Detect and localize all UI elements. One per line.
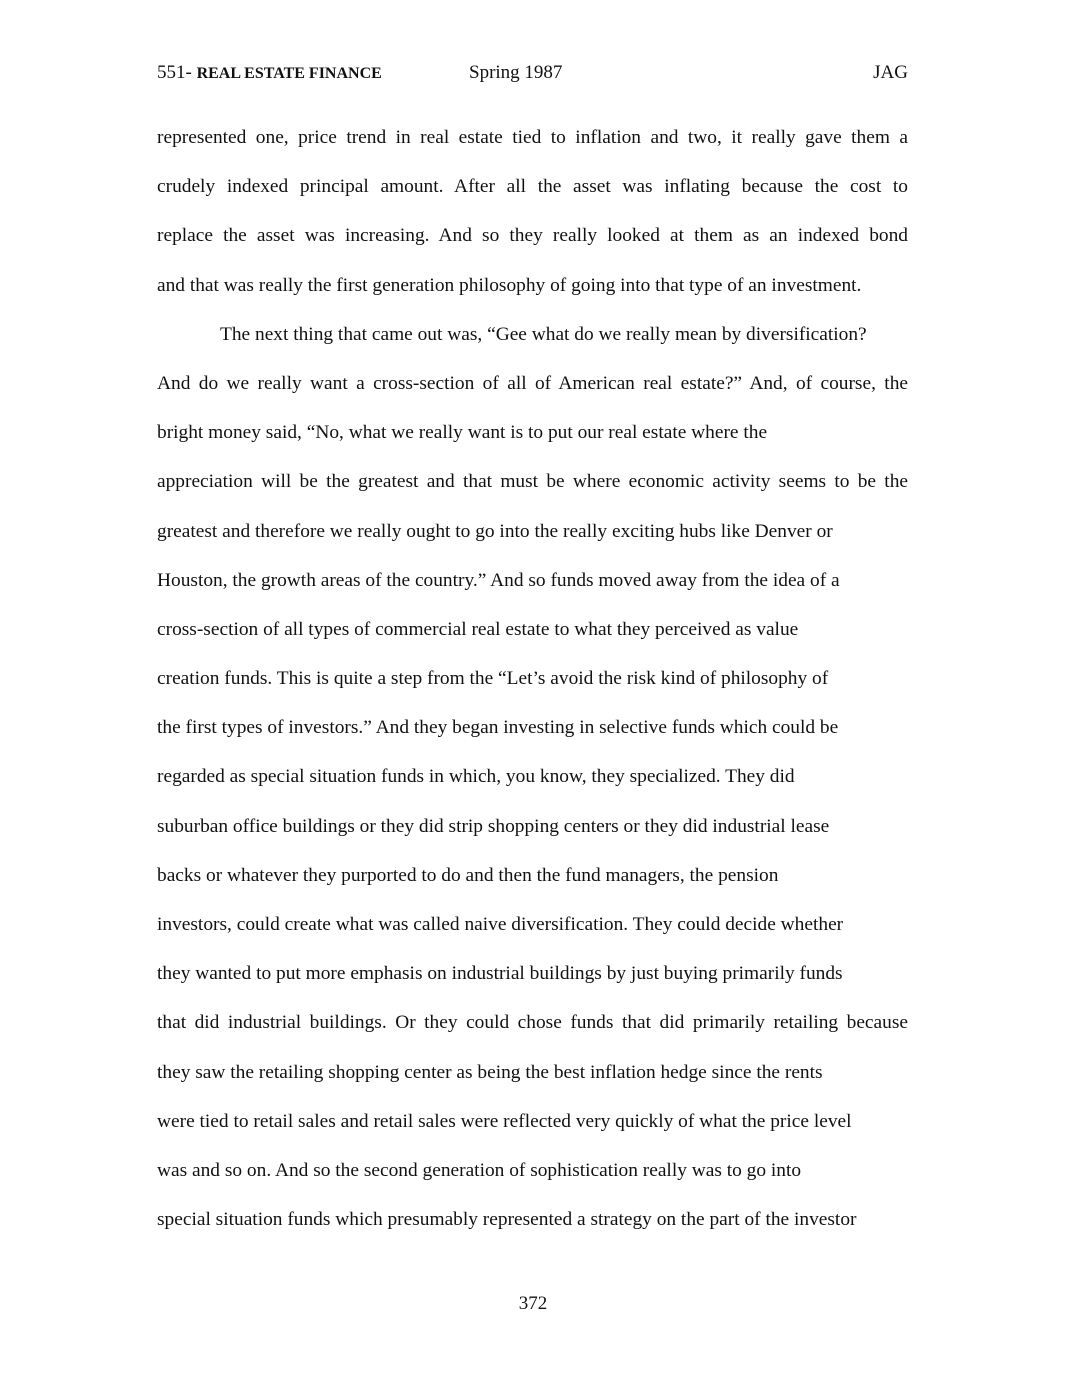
text-line: replace the asset was increasing. And so they really looked at them as an indexed bond — [157, 225, 908, 247]
text-line: Houston, the growth areas of the country.” And so funds moved away from the idea of a — [157, 569, 840, 591]
text-line: creation funds. This is quite a step from the “Let’s avoid the risk kind of philosophy of — [157, 668, 829, 690]
course-name: REAL ESTATE FINANCE — [196, 65, 382, 82]
text-line: regarded as special situation funds in which, you know, they specialized. They did — [157, 766, 795, 788]
text-line: And do we really want a cross-section of all of American real estate?” And, of course, the — [157, 372, 908, 394]
text-line: were tied to retail sales and retail sales were reflected very quickly of what the price level — [157, 1110, 852, 1132]
text-line: suburban office buildings or they did strip shopping centers or they did industrial lease — [157, 815, 830, 837]
text-line: special situation funds which presumably represented a strategy on the part of the investor — [157, 1209, 857, 1231]
page-number: 372 — [518, 1293, 548, 1314]
transcript-body — [157, 113, 908, 1244]
text-line: appreciation will be the greatest and that must be where economic activity seems to be the — [157, 471, 908, 493]
course-title — [157, 62, 382, 84]
text-line: was and so on. And so the second generation of sophistication really was to go into — [157, 1159, 802, 1181]
text-line-indented: The next thing that came out was, “Gee what do we really mean by diversification? — [220, 323, 867, 345]
text-line: the first types of investors.” And they began investing in selective funds which could be — [157, 717, 839, 739]
text-line: they wanted to put more emphasis on industrial buildings by just buying primarily funds — [157, 963, 843, 985]
text-line: greatest and therefore we really ought to go into the really exciting hubs like Denver or — [157, 520, 833, 542]
text-line: they saw the retailing shopping center as being the best inflation hedge since the rents — [157, 1061, 823, 1083]
text-line: investors, could create what was called naive diversification. They could decide whether — [157, 914, 844, 935]
text-line: represented one, price trend in real estate tied to inflation and two, it really gave them a — [157, 127, 908, 148]
author-initials: JAG — [873, 62, 908, 83]
text-line: and that was really the first generation philosophy of going into that type of an investment. — [157, 274, 862, 296]
text-line: backs or whatever they purported to do and then the fund managers, the pension — [157, 864, 779, 886]
text-line: bright money said, “No, what we really want is to put our real estate where the — [157, 422, 768, 444]
course-number: 551- — [157, 62, 192, 83]
text-line: cross-section of all types of commercial real estate to what they perceived as value — [157, 618, 799, 640]
page-header — [157, 62, 908, 90]
term-label: Spring 1987 — [469, 62, 563, 83]
text-line: crudely indexed principal amount. After all the asset was inflating because the cost to — [157, 176, 908, 198]
text-line: that did industrial buildings. Or they could chose funds that did primarily retailing because — [157, 1012, 908, 1034]
